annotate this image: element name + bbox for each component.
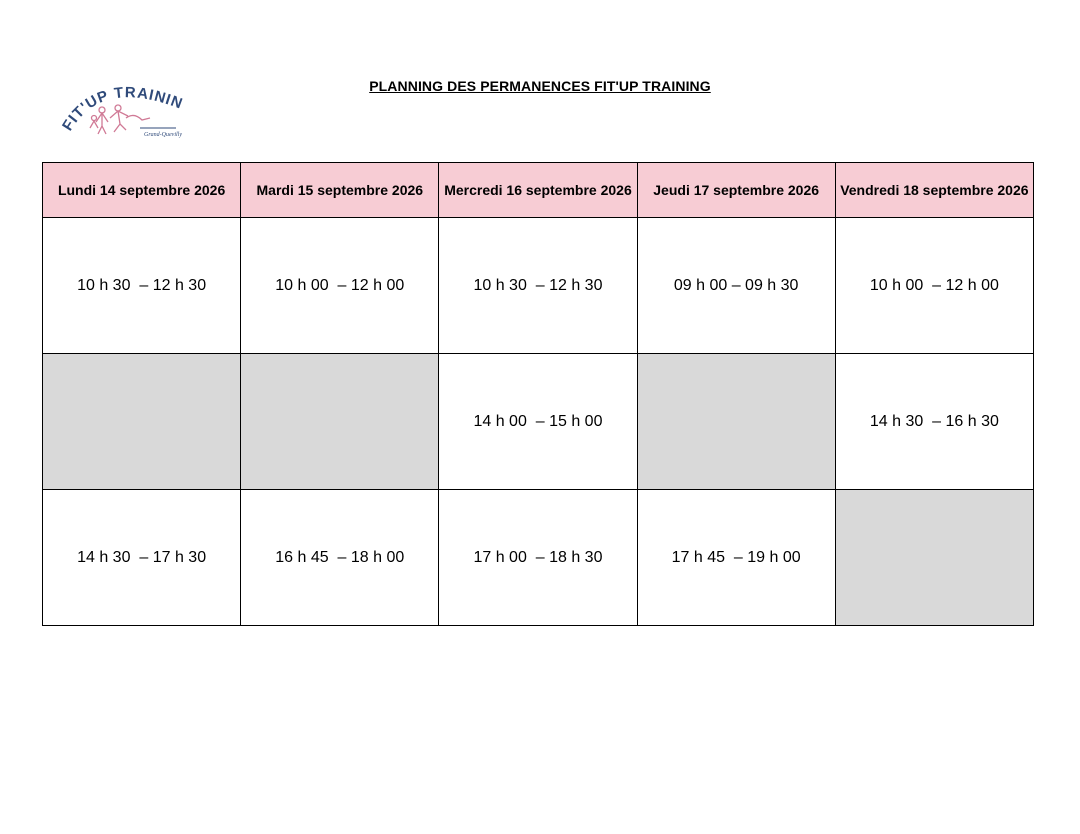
time-slot-cell: 09 h 00 – 09 h 30	[637, 218, 835, 354]
time-slot-cell: 10 h 00 – 12 h 00	[241, 218, 439, 354]
page-title: PLANNING DES PERMANENCES FIT'UP TRAINING	[369, 78, 711, 94]
table-row	[43, 218, 1034, 354]
logo-subtext: Grand-Quevilly	[144, 132, 182, 138]
time-slot-cell: 14 h 30 – 17 h 30	[43, 490, 241, 626]
table-row	[43, 490, 1034, 626]
time-slot-cell: 17 h 00 – 18 h 30	[439, 490, 637, 626]
time-slot-cell: 10 h 30 – 12 h 30	[439, 218, 637, 354]
empty-slot-cell	[637, 354, 835, 490]
time-slot-cell: 10 h 00 – 12 h 00	[835, 218, 1033, 354]
header-day: Mardi 15 septembre 2026	[241, 163, 439, 218]
header-day: Mercredi 16 septembre 2026	[439, 163, 637, 218]
empty-slot-cell	[241, 354, 439, 490]
empty-slot-cell	[43, 354, 241, 490]
planning-table	[42, 162, 1034, 626]
header-day: Lundi 14 septembre 2026	[43, 163, 241, 218]
time-slot-cell: 17 h 45 – 19 h 00	[637, 490, 835, 626]
time-slot-cell: 14 h 30 – 16 h 30	[835, 354, 1033, 490]
svg-text:FIT'UP TRAINING: FIT'UP TRAININ	[60, 84, 186, 134]
header-day: Vendredi 18 septembre 2026	[835, 163, 1033, 218]
time-slot-cell: 16 h 45 – 18 h 00	[241, 490, 439, 626]
header-day: Jeudi 17 septembre 2026	[637, 163, 835, 218]
time-slot-cell: 14 h 00 – 15 h 00	[439, 354, 637, 490]
header-row	[43, 163, 1034, 218]
time-slot-cell: 10 h 30 – 12 h 30	[43, 218, 241, 354]
table-row	[43, 354, 1034, 490]
empty-slot-cell	[835, 490, 1033, 626]
